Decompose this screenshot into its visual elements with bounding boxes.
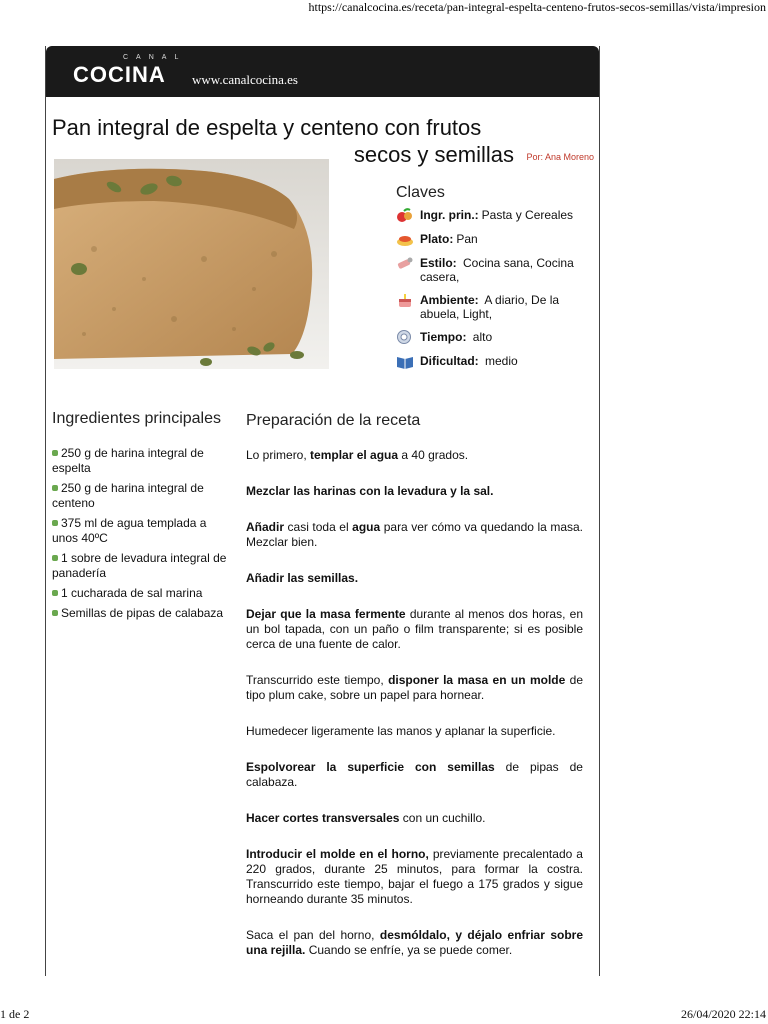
bullet-icon bbox=[52, 555, 58, 561]
ingredients-panel bbox=[52, 410, 227, 626]
prep-step-4: Añadir las semillas. bbox=[246, 571, 359, 585]
ingredient-item: 250 g de harina integral de centeno bbox=[52, 481, 204, 510]
prep-step-2: Mezclar las harinas con la levadura y la sal. bbox=[246, 484, 494, 498]
claves-panel bbox=[396, 184, 596, 378]
logo-canal-text: CANAL bbox=[123, 54, 187, 61]
clock-icon bbox=[396, 330, 414, 345]
clave-ingr-prin: Ingr. prin.: Pasta y Cereales bbox=[396, 208, 596, 223]
dish-icon bbox=[396, 232, 414, 247]
ingredients-heading: Ingredientes principales bbox=[52, 410, 221, 427]
bullet-icon bbox=[52, 450, 58, 456]
clave-dificultad: Dificultad: medio bbox=[396, 354, 596, 369]
bullet-icon bbox=[52, 485, 58, 491]
site-url[interactable]: www.canalcocina.es bbox=[192, 72, 298, 87]
clave-tiempo: Tiempo: alto bbox=[396, 330, 596, 345]
logo-cocina-text: COCINA bbox=[73, 62, 166, 87]
ingredient-item: Semillas de pipas de calabaza bbox=[52, 606, 227, 621]
prep-step-9: Hacer cortes transversales con un cuchillo. bbox=[246, 811, 486, 825]
book-icon bbox=[396, 354, 414, 369]
clave-ambiente: Ambiente: A diario, De la abuela, Light, bbox=[396, 293, 596, 321]
prep-step-10: Introducir el molde en el horno, previamente precalentado a 220 grados, durante 25 minutos, para formar la costra. Transcurrido este tiempo, bajar el fuego a 175 grados y sigue horneando durante 35 minutos. bbox=[246, 847, 583, 906]
prep-step-5: Dejar que la masa fermente durante al menos dos horas, en un bol tapada, con un paño o film transparente; si es posible cerca de una fuente de calor. bbox=[246, 607, 584, 651]
bread-photo bbox=[54, 159, 329, 369]
clave-plato: Plato: Pan bbox=[396, 232, 596, 247]
prep-step-7: Humedecer ligeramente las manos y aplanar la superficie. bbox=[246, 724, 556, 738]
cake-icon bbox=[396, 293, 414, 308]
prep-step-8: Espolvorear la superficie con semillas de pipas de calabaza. bbox=[246, 760, 583, 789]
ingredient-item: 250 g de harina integral de espelta bbox=[52, 446, 204, 475]
claves-heading: Claves bbox=[396, 184, 445, 201]
preparation-panel bbox=[246, 412, 583, 976]
site-banner bbox=[46, 46, 599, 97]
fruit-icon bbox=[396, 208, 414, 223]
print-url: https://canalcocina.es/receta/pan-integral-espelta-centeno-frutos-secos-semillas/vista/impresion bbox=[308, 0, 766, 14]
prep-step-1: Lo primero, templar el agua a 40 grados. bbox=[246, 448, 469, 462]
prep-step-6: Transcurrido este tiempo, disponer la masa en un molde de tipo plum cake, sobre un papel para hornear. bbox=[246, 673, 583, 702]
page-number: 1 de 2 bbox=[0, 1007, 30, 1021]
ingredient-item: 1 sobre de levadura integral de panadería bbox=[52, 551, 227, 580]
preparation-heading: Preparación de la receta bbox=[246, 412, 421, 429]
recipe-title: Pan integral de espelta y centeno con frutos secos y semillas bbox=[52, 115, 514, 167]
print-date: 26/04/2020 22:14 bbox=[680, 1007, 766, 1021]
bullet-icon bbox=[52, 590, 58, 596]
style-icon bbox=[396, 256, 414, 271]
ingredient-item: 1 cucharada de sal marina bbox=[52, 586, 227, 601]
recipe-author: Por: Ana Moreno bbox=[526, 152, 594, 162]
clave-estilo: Estilo: Cocina sana, Cocina casera, bbox=[396, 256, 596, 284]
prep-step-3: Añadir casi toda el agua para ver cómo va quedando la masa. Mezclar bien. bbox=[246, 520, 584, 549]
bullet-icon bbox=[52, 520, 58, 526]
recipe-sheet bbox=[45, 46, 600, 976]
bullet-icon bbox=[52, 610, 58, 616]
prep-step-11: Saca el pan del horno, desmóldalo, y déjalo enfriar sobre una rejilla. Cuando se enfríe, ya se puede comer. bbox=[246, 928, 583, 957]
ingredient-item: 375 ml de agua templada a unos 40ºC bbox=[52, 516, 207, 545]
